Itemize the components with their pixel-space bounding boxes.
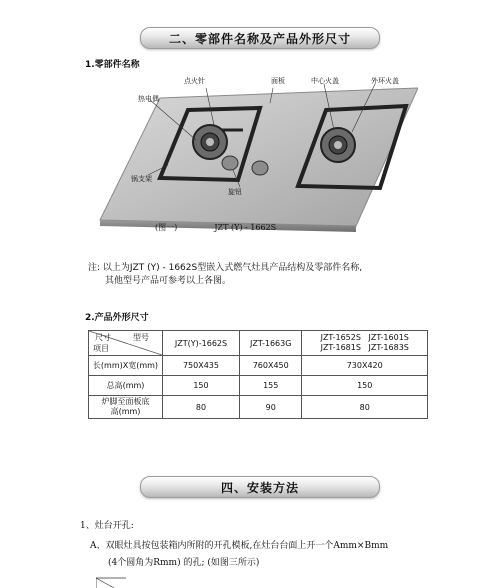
install-item-1: 1、灶台开孔: [80,521,134,531]
label-pan-support: 锅支架 [131,175,152,183]
label-panel: 面板 [271,77,285,85]
model-group-line-2: JZT-1681S JZT-1683S [320,343,409,352]
section-title: 二、零部件名称及产品外形尺寸 [168,31,351,46]
label-igniter: 点火针 [184,77,205,85]
knob-right [252,161,268,175]
row-label [89,396,163,419]
model-2: JZT-1663G [239,331,302,356]
figure-caption [155,222,276,233]
install-item-a-line-1: A、双眼灶具按包装箱内所附的开孔模板,在灶台台面上开一个Amm×Bmm [90,541,389,551]
parts-heading: 1.零部件名称 [85,60,140,70]
row-value: 150 [163,376,240,396]
section-title: 四、安装方法 [220,480,299,495]
row-label-line-1: 炉脚至面板底 [101,397,150,406]
table-header-row [89,331,428,356]
label-thermocouple: 热电偶 [138,95,159,103]
section-title-bar [140,27,380,49]
section-title-bar [140,476,380,498]
note-prefix: 注: [88,263,101,273]
knob-left [222,156,238,170]
install-item-a-line-2: (4个圆角为Rmm) 的孔; (如图三所示) [108,558,260,568]
stove-diagram [88,70,418,270]
table-row [89,356,428,376]
row-label: 总高(mm) [89,376,163,396]
row-value: 80 [302,396,428,419]
figure-model: JZT (Y) - 1662S [214,223,277,232]
model-group-line-1: JZT-1652S JZT-1601S [320,333,409,342]
row-label-line-2: 高(mm) [110,407,141,416]
table-corner-cell [89,331,163,356]
row-value: 155 [239,376,302,396]
model-group [302,331,428,356]
dimensions-heading: 2.产品外形尺寸 [85,313,149,323]
row-value: 150 [302,376,428,396]
row-value: 90 [239,396,302,419]
figure-number: (图一) [155,223,178,232]
row-value: 760X450 [239,356,302,376]
header-item: 项目 [93,344,109,353]
row-value: 80 [163,396,240,419]
note-line-1: 以上为JZT (Y) - 1662S型嵌入式燃气灶具产品结构及零部件名称, [102,263,363,273]
label-knob: 旋钮 [228,188,242,196]
header-size: 尺寸 [95,333,111,342]
cutout-figure-fragment [96,576,156,588]
row-value: 750X435 [163,356,240,376]
label-center-fire-cover: 中心火盖 [311,77,339,85]
label-outer-fire-cover: 外环火盖 [371,77,399,85]
row-label: 长(mm)X宽(mm) [89,356,163,376]
model-1: JZT(Y)-1662S [163,331,240,356]
row-value: 730X420 [302,356,428,376]
header-model: 型号 [133,333,149,342]
note-line-2: 其他型号产品可参考以上各图。 [105,276,232,286]
table-row [89,396,428,419]
dimensions-table [88,330,428,419]
parts-note [88,262,438,288]
table-row [89,376,428,396]
